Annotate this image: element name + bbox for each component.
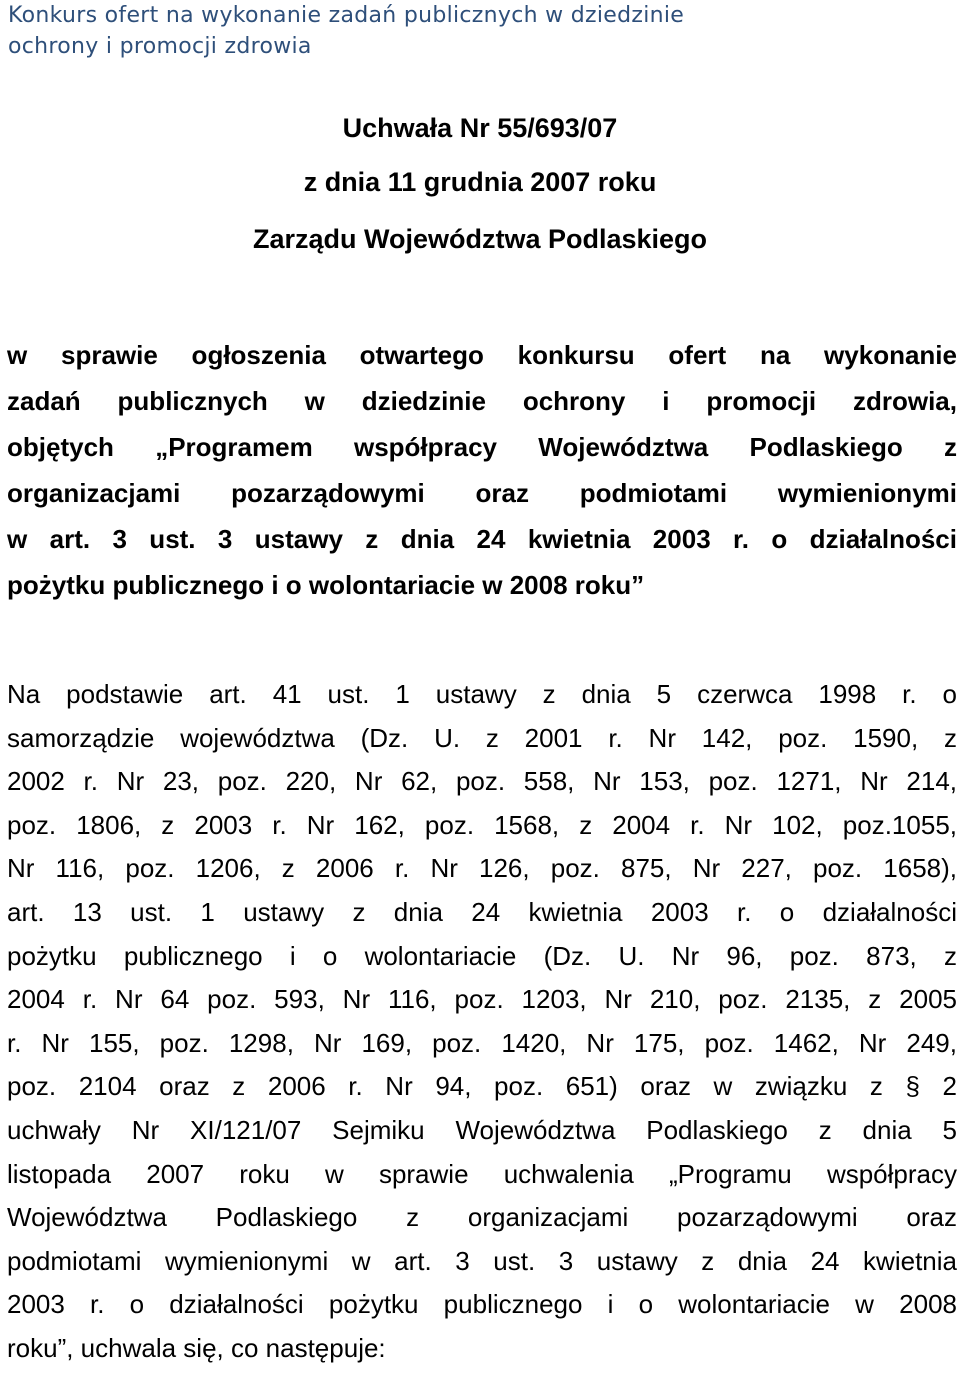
legal-basis-line: Na podstawie art. 41 ust. 1 ustawy z dnia 5 czerwca 1998 r. o (7, 679, 957, 709)
resolution-date: z dnia 11 grudnia 2007 roku (303, 167, 657, 197)
subject-line: w sprawie ogłoszenia otwartego konkursu ofert na wykonanie (7, 340, 957, 370)
legal-basis-line: listopada 2007 roku w sprawie uchwalenia „Programu współpracy (7, 1158, 957, 1189)
subject-line: objętych „Programem współpracy Województwa Podlaskiego z (7, 432, 957, 462)
subject-line: w art. 3 ust. 3 ustawy z dnia 24 kwietnia 2003 r. o działalności (7, 524, 957, 554)
legal-basis-line: art. 13 ust. 1 ustawy z dnia 24 kwietnia 2003 r. o działalności (7, 896, 957, 927)
subject-line: zadań publicznych w dziedzinie ochrony i promocji zdrowia, (7, 386, 957, 416)
resolution-subject (7, 332, 957, 608)
legal-basis-line: 2003 r. o działalności pożytku publicznego i o wolontariacie w 2008 (7, 1289, 957, 1320)
legal-basis-line: uchwały Nr XI/121/07 Sejmiku Województwa Podlaskiego z dnia 5 (7, 1114, 957, 1145)
legal-basis-line: samorządzie województwa (Dz. U. z 2001 r. Nr 142, poz. 1590, z (7, 722, 957, 753)
legal-basis-line: podmiotami wymienionymi w art. 3 ust. 3 ustawy z dnia 24 kwietnia (7, 1245, 957, 1276)
subject-line: pożytku publicznego i o wolontariacie w 2008 roku” (7, 570, 645, 600)
legal-basis-line: poz. 2104 oraz z 2006 r. Nr 94, poz. 651) oraz w związku z § 2 (7, 1071, 957, 1102)
legal-basis-line: 2004 r. Nr 64 poz. 593, Nr 116, poz. 1203, Nr 210, poz. 2135, z 2005 (7, 984, 957, 1015)
legal-basis-paragraph (7, 673, 957, 1371)
legal-basis-line: pożytku publicznego i o wolontariacie (Dz. U. Nr 96, poz. 873, z (7, 940, 957, 971)
document-header-title (8, 0, 908, 62)
header-title-line: ochrony i promocji zdrowia (8, 34, 312, 59)
legal-basis-line: Województwa Podlaskiego z organizacjami pozarządowymi oraz (7, 1202, 957, 1233)
subject-line: organizacjami pozarządowymi oraz podmiotami wymienionymi (7, 478, 957, 508)
legal-basis-line: 2002 r. Nr 23, poz. 220, Nr 62, poz. 558, Nr 153, poz. 1271, Nr 214, (7, 766, 957, 797)
header-title-line: Konkurs ofert na wykonanie zadań publicznych w dziedzinie (8, 3, 685, 28)
legal-basis-line: Nr 116, poz. 1206, z 2006 r. Nr 126, poz. 875, Nr 227, poz. 1658), (7, 853, 957, 884)
legal-basis-line: roku”, uchwala się, co następuje: (7, 1332, 386, 1363)
legal-basis-line: poz. 1806, z 2003 r. Nr 162, poz. 1568, z 2004 r. Nr 102, poz.1055, (7, 809, 957, 840)
resolution-number: Uchwała Nr 55/693/07 (342, 113, 618, 143)
legal-basis-line: r. Nr 155, poz. 1298, Nr 169, poz. 1420, Nr 175, poz. 1462, Nr 249, (7, 1027, 957, 1058)
resolution-board: Zarządu Województwa Podlaskiego (252, 224, 708, 254)
